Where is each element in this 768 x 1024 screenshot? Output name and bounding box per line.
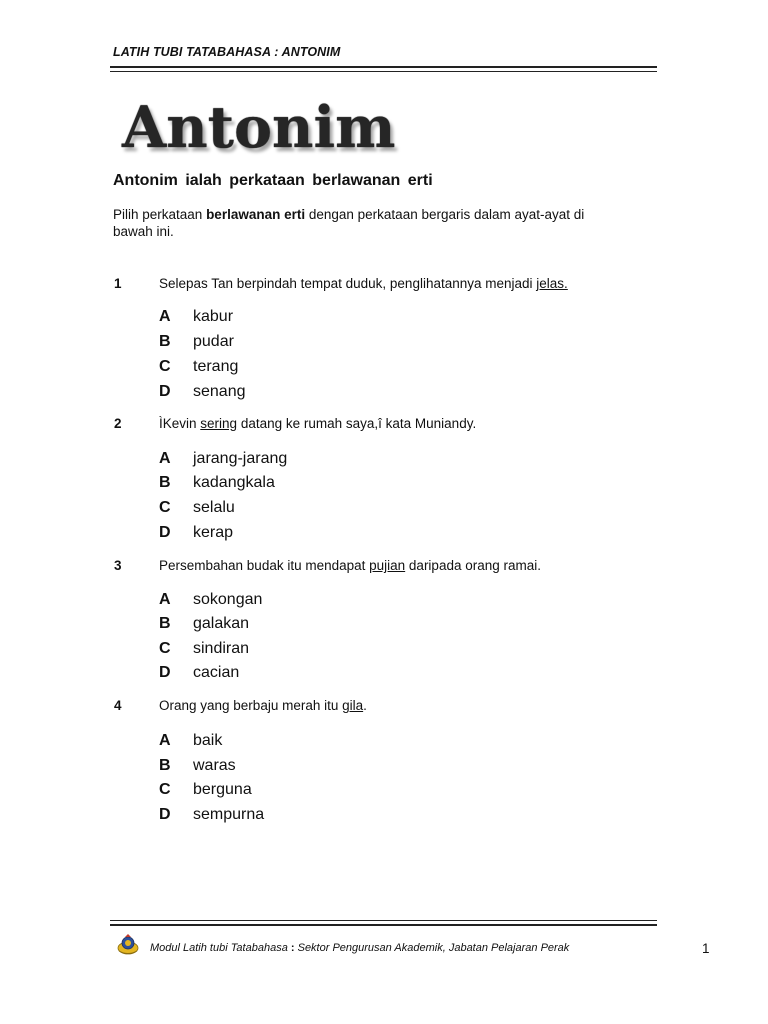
footer-text: [150, 942, 569, 954]
underlined-word: jelas.: [536, 276, 568, 291]
footer-rule-thin: [110, 920, 657, 921]
antonim-logo: Antonim: [122, 94, 396, 161]
option-text: cacian: [193, 664, 240, 681]
underlined-word: pujian: [369, 558, 406, 573]
question-text-before: Orang yang berbaju merah itu: [159, 698, 343, 713]
option-2b[interactable]: [0, 474, 768, 492]
option-text: kabur: [193, 308, 234, 325]
underlined-word: gila: [342, 698, 364, 713]
option-letter: C: [159, 781, 171, 798]
instruction-before: Pilih perkataan: [113, 207, 207, 222]
option-letter: C: [159, 358, 171, 375]
option-letter: B: [159, 615, 171, 632]
question-text: [159, 698, 367, 713]
option-4d[interactable]: [0, 806, 768, 824]
option-letter: B: [159, 474, 171, 491]
option-4c[interactable]: [0, 781, 768, 799]
option-letter: D: [159, 664, 171, 681]
option-text: pudar: [193, 333, 234, 350]
option-letter: C: [159, 640, 171, 657]
option-letter: B: [159, 757, 171, 774]
question-number: 1: [114, 276, 122, 291]
option-2c[interactable]: [0, 499, 768, 517]
instruction-text: [113, 206, 613, 240]
option-text: senang: [193, 383, 246, 400]
option-2d[interactable]: [0, 524, 768, 542]
question-text: [159, 416, 476, 431]
question-number: 2: [114, 416, 122, 431]
option-1c[interactable]: [0, 358, 768, 376]
question-text-before: ÌKevin: [159, 416, 201, 431]
option-letter: D: [159, 806, 171, 823]
instruction-after: dengan perkataan bergaris dalam ayat-ayat di bawah ini.: [113, 207, 585, 239]
option-letter: B: [159, 333, 171, 350]
option-text: terang: [193, 358, 239, 375]
option-text: sindiran: [193, 640, 250, 657]
option-letter: D: [159, 383, 171, 400]
option-4b[interactable]: [0, 757, 768, 775]
option-text: kerap: [193, 524, 234, 541]
state-crest-icon: [116, 933, 140, 957]
instruction-bold: berlawanan erti: [206, 207, 306, 222]
option-2a[interactable]: [0, 450, 768, 468]
option-letter: A: [159, 308, 171, 325]
option-text: galakan: [193, 615, 250, 632]
question-number: 3: [114, 558, 122, 573]
footer-text-after: Sektor Pengurusan Akademik, Jabatan Pelajaran Perak: [294, 942, 570, 954]
option-3d[interactable]: [0, 664, 768, 682]
option-1a[interactable]: [0, 308, 768, 326]
option-letter: A: [159, 591, 171, 608]
page-subtitle: Antonim ialah perkataan berlawanan erti: [113, 172, 433, 189]
option-3a[interactable]: [0, 591, 768, 609]
question-text-after: datang ke rumah saya,î kata Muniandy.: [237, 416, 477, 431]
option-text: baik: [193, 732, 223, 749]
option-1b[interactable]: [0, 333, 768, 351]
header-rule-thick: [110, 66, 657, 68]
option-text: sempurna: [193, 806, 265, 823]
question-text: [159, 558, 541, 573]
question-text-after: daripada orang ramai.: [405, 558, 542, 573]
option-4a[interactable]: [0, 732, 768, 750]
question-text-before: Selepas Tan berpindah tempat duduk, penglihatannya menjadi: [159, 276, 537, 291]
option-text: sokongan: [193, 591, 263, 608]
option-text: berguna: [193, 781, 252, 798]
option-text: waras: [193, 757, 236, 774]
option-3c[interactable]: [0, 640, 768, 658]
option-text: selalu: [193, 499, 235, 516]
question-number: 4: [114, 698, 122, 713]
footer-text-before: Modul Latih tubi Tatabahasa: [150, 942, 291, 954]
header-rule-thin: [110, 71, 657, 72]
question-text-after: .: [363, 698, 367, 713]
option-letter: A: [159, 732, 171, 749]
underlined-word: sering: [200, 416, 238, 431]
question-text-before: Persembahan budak itu mendapat: [159, 558, 370, 573]
option-3b[interactable]: [0, 615, 768, 633]
footer-rule-thick: [110, 924, 657, 926]
option-text: jarang-jarang: [193, 450, 288, 467]
page-number: 1: [702, 941, 710, 956]
option-letter: D: [159, 524, 171, 541]
option-letter: A: [159, 450, 171, 467]
option-letter: C: [159, 499, 171, 516]
footer-colon: :: [290, 942, 295, 954]
question-text: [159, 276, 568, 291]
option-1d[interactable]: [0, 383, 768, 401]
header-title: LATIH TUBI TATABAHASA : ANTONIM: [113, 45, 341, 59]
option-text: kadangkala: [193, 474, 275, 491]
